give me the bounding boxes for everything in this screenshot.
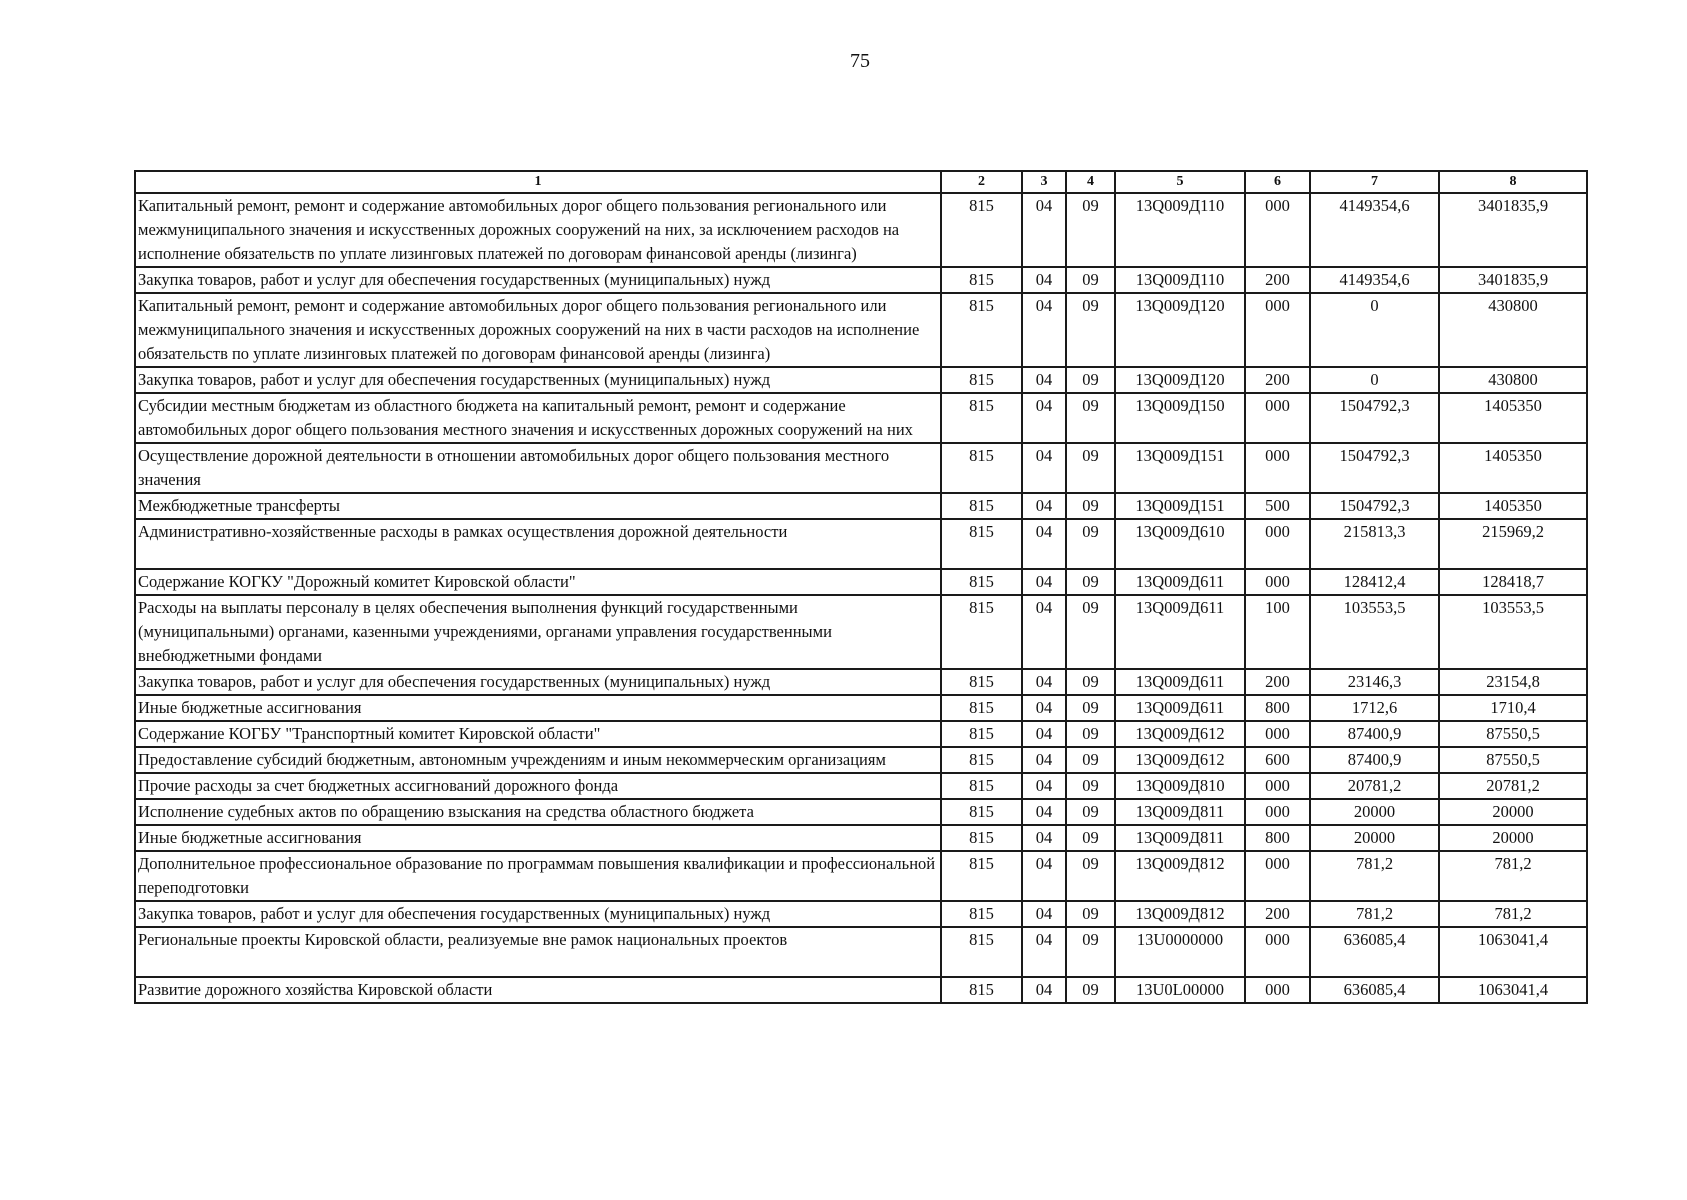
row-target-article-cell: 13Q009Д812 — [1115, 901, 1245, 927]
row-code-cell: 815 — [941, 193, 1022, 267]
table-row — [135, 595, 1587, 669]
row-code-cell: 815 — [941, 493, 1022, 519]
row-amount-1-cell: 4149354,6 — [1310, 193, 1439, 267]
row-name-cell: Прочие расходы за счет бюджетных ассигнований дорожного фонда — [135, 773, 941, 799]
row-code-cell: 815 — [941, 901, 1022, 927]
row-code-cell: 815 — [941, 721, 1022, 747]
row-section-cell: 04 — [1022, 851, 1066, 901]
row-amount-2-cell: 87550,5 — [1439, 721, 1587, 747]
budget-table — [134, 170, 1588, 1004]
row-subsection-cell: 09 — [1066, 367, 1115, 393]
row-amount-1-cell: 781,2 — [1310, 851, 1439, 901]
row-target-article-cell: 13Q009Д151 — [1115, 493, 1245, 519]
row-amount-1-cell: 781,2 — [1310, 901, 1439, 927]
row-amount-2-cell: 20781,2 — [1439, 773, 1587, 799]
row-name-cell: Содержание КОГБУ "Транспортный комитет Кировской области" — [135, 721, 941, 747]
header-col-3: 3 — [1022, 171, 1066, 193]
row-target-article-cell: 13Q009Д151 — [1115, 443, 1245, 493]
table-row — [135, 569, 1587, 595]
row-expense-type-cell: 100 — [1245, 595, 1310, 669]
row-name-cell: Капитальный ремонт, ремонт и содержание автомобильных дорог общего пользования регионального или межмуниципального значения и искусственных дорожных сооружений на них в части расходов на исполнение обязательств по уплате лизинговых платежей по договорам финансовой аренды (лизинга) — [135, 293, 941, 367]
row-section-cell: 04 — [1022, 799, 1066, 825]
row-code-cell: 815 — [941, 393, 1022, 443]
row-expense-type-cell: 000 — [1245, 519, 1310, 569]
row-subsection-cell: 09 — [1066, 977, 1115, 1003]
row-target-article-cell: 13Q009Д810 — [1115, 773, 1245, 799]
row-amount-2-cell: 1063041,4 — [1439, 977, 1587, 1003]
row-section-cell: 04 — [1022, 293, 1066, 367]
row-name-cell: Развитие дорожного хозяйства Кировской области — [135, 977, 941, 1003]
row-code-cell: 815 — [941, 773, 1022, 799]
row-target-article-cell: 13Q009Д611 — [1115, 569, 1245, 595]
table-row — [135, 825, 1587, 851]
row-amount-2-cell: 3401835,9 — [1439, 193, 1587, 267]
row-code-cell: 815 — [941, 927, 1022, 977]
row-name-cell: Иные бюджетные ассигнования — [135, 825, 941, 851]
row-name-cell: Расходы на выплаты персоналу в целях обеспечения выполнения функций государственными (муниципальными) органами, казенными учреждениями, органами управления государственными внебюджетными фондами — [135, 595, 941, 669]
row-subsection-cell: 09 — [1066, 443, 1115, 493]
row-name-cell: Дополнительное профессиональное образование по программам повышения квалификации и профессиональной переподготовки — [135, 851, 941, 901]
row-amount-1-cell: 1504792,3 — [1310, 493, 1439, 519]
row-section-cell: 04 — [1022, 721, 1066, 747]
row-name-cell: Капитальный ремонт, ремонт и содержание автомобильных дорог общего пользования регионального или межмуниципального значения и искусственных дорожных сооружений на них, за исключением расходов на исполнение обязательств по уплате лизинговых платежей по договорам финансовой аренды (лизинга) — [135, 193, 941, 267]
row-expense-type-cell: 000 — [1245, 927, 1310, 977]
table-row — [135, 799, 1587, 825]
row-code-cell: 815 — [941, 669, 1022, 695]
row-name-cell: Предоставление субсидий бюджетным, автономным учреждениям и иным некоммерческим организациям — [135, 747, 941, 773]
row-expense-type-cell: 200 — [1245, 901, 1310, 927]
row-code-cell: 815 — [941, 851, 1022, 901]
row-expense-type-cell: 200 — [1245, 669, 1310, 695]
row-amount-2-cell: 3401835,9 — [1439, 267, 1587, 293]
row-name-cell: Региональные проекты Кировской области, реализуемые вне рамок национальных проектов — [135, 927, 941, 977]
table-row — [135, 393, 1587, 443]
row-section-cell: 04 — [1022, 519, 1066, 569]
row-target-article-cell: 13Q009Д110 — [1115, 267, 1245, 293]
page-number: 75 — [850, 50, 870, 72]
row-amount-2-cell: 781,2 — [1439, 901, 1587, 927]
row-name-cell: Исполнение судебных актов по обращению взыскания на средства областного бюджета — [135, 799, 941, 825]
table-row — [135, 977, 1587, 1003]
row-expense-type-cell: 000 — [1245, 977, 1310, 1003]
table-row — [135, 747, 1587, 773]
table-row — [135, 721, 1587, 747]
row-expense-type-cell: 200 — [1245, 267, 1310, 293]
header-col-7: 7 — [1310, 171, 1439, 193]
row-subsection-cell: 09 — [1066, 569, 1115, 595]
row-section-cell: 04 — [1022, 825, 1066, 851]
row-amount-1-cell: 0 — [1310, 367, 1439, 393]
row-code-cell: 815 — [941, 293, 1022, 367]
row-subsection-cell: 09 — [1066, 493, 1115, 519]
row-subsection-cell: 09 — [1066, 595, 1115, 669]
row-amount-1-cell: 215813,3 — [1310, 519, 1439, 569]
row-amount-2-cell: 781,2 — [1439, 851, 1587, 901]
row-section-cell: 04 — [1022, 393, 1066, 443]
row-amount-2-cell: 1063041,4 — [1439, 927, 1587, 977]
row-code-cell: 815 — [941, 825, 1022, 851]
row-target-article-cell: 13Q009Д611 — [1115, 669, 1245, 695]
row-amount-1-cell: 87400,9 — [1310, 747, 1439, 773]
row-amount-1-cell: 23146,3 — [1310, 669, 1439, 695]
row-section-cell: 04 — [1022, 267, 1066, 293]
row-amount-2-cell: 103553,5 — [1439, 595, 1587, 669]
header-col-4: 4 — [1066, 171, 1115, 193]
row-subsection-cell: 09 — [1066, 293, 1115, 367]
row-target-article-cell: 13Q009Д611 — [1115, 595, 1245, 669]
row-amount-2-cell: 87550,5 — [1439, 747, 1587, 773]
table-row — [135, 773, 1587, 799]
row-subsection-cell: 09 — [1066, 695, 1115, 721]
row-section-cell: 04 — [1022, 773, 1066, 799]
row-section-cell: 04 — [1022, 695, 1066, 721]
row-subsection-cell: 09 — [1066, 825, 1115, 851]
row-name-cell: Субсидии местным бюджетам из областного бюджета на капитальный ремонт, ремонт и содержание автомобильных дорог общего пользования местного значения и искусственных дорожных сооружений на них — [135, 393, 941, 443]
row-amount-1-cell: 20000 — [1310, 825, 1439, 851]
table-row — [135, 695, 1587, 721]
row-amount-2-cell: 23154,8 — [1439, 669, 1587, 695]
table-row — [135, 519, 1587, 569]
row-target-article-cell: 13Q009Д812 — [1115, 851, 1245, 901]
row-amount-2-cell: 1405350 — [1439, 493, 1587, 519]
row-amount-2-cell: 128418,7 — [1439, 569, 1587, 595]
row-amount-1-cell: 1504792,3 — [1310, 393, 1439, 443]
row-section-cell: 04 — [1022, 367, 1066, 393]
row-amount-2-cell: 20000 — [1439, 825, 1587, 851]
header-col-1: 1 — [135, 171, 941, 193]
row-section-cell: 04 — [1022, 595, 1066, 669]
table-row — [135, 443, 1587, 493]
row-code-cell: 815 — [941, 267, 1022, 293]
table-row — [135, 851, 1587, 901]
row-amount-2-cell: 1710,4 — [1439, 695, 1587, 721]
row-subsection-cell: 09 — [1066, 747, 1115, 773]
row-amount-1-cell: 0 — [1310, 293, 1439, 367]
row-subsection-cell: 09 — [1066, 927, 1115, 977]
row-code-cell: 815 — [941, 443, 1022, 493]
row-code-cell: 815 — [941, 747, 1022, 773]
row-amount-2-cell: 430800 — [1439, 293, 1587, 367]
row-subsection-cell: 09 — [1066, 901, 1115, 927]
row-expense-type-cell: 000 — [1245, 293, 1310, 367]
row-target-article-cell: 13Q009Д110 — [1115, 193, 1245, 267]
row-section-cell: 04 — [1022, 901, 1066, 927]
row-name-cell: Закупка товаров, работ и услуг для обеспечения государственных (муниципальных) нужд — [135, 367, 941, 393]
row-name-cell: Закупка товаров, работ и услуг для обеспечения государственных (муниципальных) нужд — [135, 669, 941, 695]
row-code-cell: 815 — [941, 569, 1022, 595]
row-amount-1-cell: 1504792,3 — [1310, 443, 1439, 493]
row-subsection-cell: 09 — [1066, 669, 1115, 695]
row-expense-type-cell: 000 — [1245, 721, 1310, 747]
row-target-article-cell: 13Q009Д612 — [1115, 747, 1245, 773]
row-code-cell: 815 — [941, 519, 1022, 569]
row-subsection-cell: 09 — [1066, 799, 1115, 825]
row-section-cell: 04 — [1022, 747, 1066, 773]
table-row — [135, 927, 1587, 977]
row-expense-type-cell: 000 — [1245, 393, 1310, 443]
table-row — [135, 293, 1587, 367]
row-amount-1-cell: 636085,4 — [1310, 927, 1439, 977]
row-name-cell: Осуществление дорожной деятельности в отношении автомобильных дорог общего пользования местного значения — [135, 443, 941, 493]
row-target-article-cell: 13Q009Д611 — [1115, 695, 1245, 721]
table-row — [135, 267, 1587, 293]
row-subsection-cell: 09 — [1066, 773, 1115, 799]
row-target-article-cell: 13Q009Д610 — [1115, 519, 1245, 569]
row-amount-2-cell: 20000 — [1439, 799, 1587, 825]
row-section-cell: 04 — [1022, 493, 1066, 519]
row-amount-2-cell: 430800 — [1439, 367, 1587, 393]
row-target-article-cell: 13Q009Д811 — [1115, 799, 1245, 825]
row-target-article-cell: 13Q009Д120 — [1115, 367, 1245, 393]
header-col-5: 5 — [1115, 171, 1245, 193]
header-col-8: 8 — [1439, 171, 1587, 193]
table-body — [135, 193, 1587, 1003]
row-target-article-cell: 13Q009Д811 — [1115, 825, 1245, 851]
row-amount-1-cell: 4149354,6 — [1310, 267, 1439, 293]
row-subsection-cell: 09 — [1066, 519, 1115, 569]
row-target-article-cell: 13Q009Д120 — [1115, 293, 1245, 367]
row-amount-2-cell: 215969,2 — [1439, 519, 1587, 569]
row-name-cell: Иные бюджетные ассигнования — [135, 695, 941, 721]
row-target-article-cell: 13U0L00000 — [1115, 977, 1245, 1003]
row-expense-type-cell: 800 — [1245, 825, 1310, 851]
row-section-cell: 04 — [1022, 977, 1066, 1003]
row-subsection-cell: 09 — [1066, 851, 1115, 901]
row-expense-type-cell: 000 — [1245, 773, 1310, 799]
row-code-cell: 815 — [941, 695, 1022, 721]
row-name-cell: Содержание КОГКУ "Дорожный комитет Кировской области" — [135, 569, 941, 595]
row-expense-type-cell: 800 — [1245, 695, 1310, 721]
row-section-cell: 04 — [1022, 569, 1066, 595]
row-expense-type-cell: 200 — [1245, 367, 1310, 393]
row-expense-type-cell: 000 — [1245, 193, 1310, 267]
table-row — [135, 493, 1587, 519]
row-subsection-cell: 09 — [1066, 267, 1115, 293]
row-expense-type-cell: 000 — [1245, 443, 1310, 493]
header-col-2: 2 — [941, 171, 1022, 193]
row-code-cell: 815 — [941, 977, 1022, 1003]
row-amount-1-cell: 20000 — [1310, 799, 1439, 825]
row-code-cell: 815 — [941, 595, 1022, 669]
table-row — [135, 193, 1587, 267]
row-amount-2-cell: 1405350 — [1439, 443, 1587, 493]
row-expense-type-cell: 000 — [1245, 799, 1310, 825]
row-amount-1-cell: 1712,6 — [1310, 695, 1439, 721]
row-amount-1-cell: 87400,9 — [1310, 721, 1439, 747]
row-subsection-cell: 09 — [1066, 393, 1115, 443]
row-subsection-cell: 09 — [1066, 721, 1115, 747]
row-subsection-cell: 09 — [1066, 193, 1115, 267]
row-amount-1-cell: 103553,5 — [1310, 595, 1439, 669]
row-section-cell: 04 — [1022, 443, 1066, 493]
table-row — [135, 901, 1587, 927]
row-expense-type-cell: 000 — [1245, 851, 1310, 901]
row-target-article-cell: 13Q009Д150 — [1115, 393, 1245, 443]
row-section-cell: 04 — [1022, 669, 1066, 695]
table-row — [135, 669, 1587, 695]
row-amount-1-cell: 636085,4 — [1310, 977, 1439, 1003]
row-name-cell: Закупка товаров, работ и услуг для обеспечения государственных (муниципальных) нужд — [135, 901, 941, 927]
row-expense-type-cell: 600 — [1245, 747, 1310, 773]
row-code-cell: 815 — [941, 799, 1022, 825]
table-row — [135, 367, 1587, 393]
row-section-cell: 04 — [1022, 193, 1066, 267]
header-col-6: 6 — [1245, 171, 1310, 193]
row-expense-type-cell: 500 — [1245, 493, 1310, 519]
row-name-cell: Межбюджетные трансферты — [135, 493, 941, 519]
row-name-cell: Закупка товаров, работ и услуг для обеспечения государственных (муниципальных) нужд — [135, 267, 941, 293]
row-name-cell: Административно-хозяйственные расходы в рамках осуществления дорожной деятельности — [135, 519, 941, 569]
row-amount-2-cell: 1405350 — [1439, 393, 1587, 443]
row-target-article-cell: 13Q009Д612 — [1115, 721, 1245, 747]
row-target-article-cell: 13U0000000 — [1115, 927, 1245, 977]
row-code-cell: 815 — [941, 367, 1022, 393]
table-header-row — [135, 171, 1587, 193]
row-section-cell: 04 — [1022, 927, 1066, 977]
row-expense-type-cell: 000 — [1245, 569, 1310, 595]
row-amount-1-cell: 20781,2 — [1310, 773, 1439, 799]
row-amount-1-cell: 128412,4 — [1310, 569, 1439, 595]
